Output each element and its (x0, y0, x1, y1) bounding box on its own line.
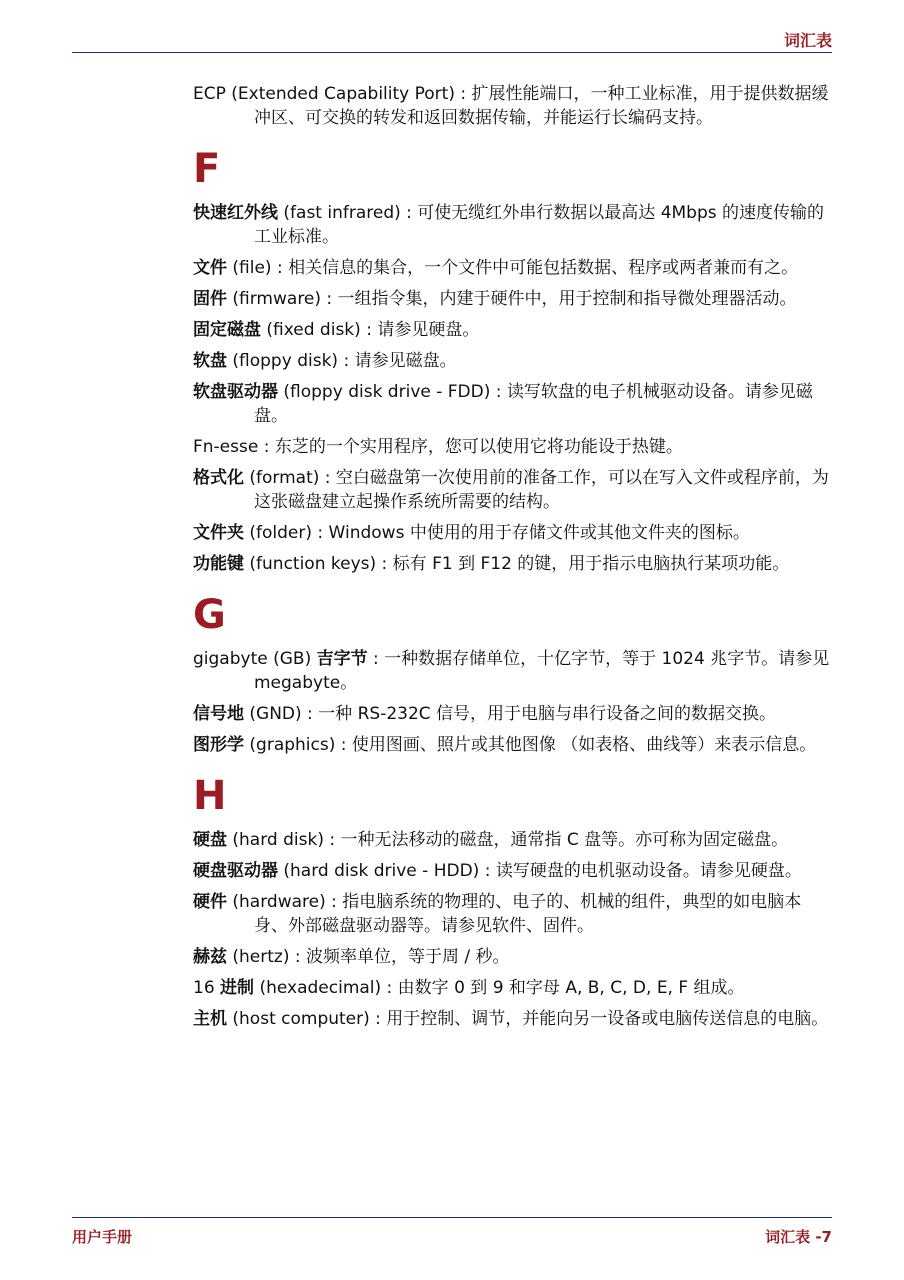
entry-term: 信号地 (193, 704, 244, 724)
glossary-entry (193, 82, 835, 130)
entry-term: 硬盘 (193, 830, 227, 850)
entry-definition: (floppy disk drive - FDD) : 读写软盘的电子机械驱动设备。请参见磁盘。 (254, 382, 813, 426)
entry-definition: (folder) : Windows 中使用的用于存储文件或其他文件夹的图标。 (244, 523, 750, 543)
entry-term: 硬盘驱动器 (193, 861, 278, 881)
entry-term: 主机 (193, 1009, 227, 1029)
entry-term: 吉字节 (316, 649, 368, 669)
entry-definition: (GND) : 一种 RS-232C 信号，用于电脑与串行设备之间的数据交换。 (244, 704, 777, 724)
entry-term: 图形学 (193, 735, 244, 755)
glossary-entry (193, 287, 835, 311)
glossary-entry (193, 466, 835, 514)
entry-definition: (host computer) : 用于控制、调节，并能向另一设备或电脑传送信息的电脑。 (227, 1009, 829, 1029)
entry-term: 软盘驱动器 (193, 382, 278, 402)
glossary-entry (193, 318, 835, 342)
entry-term: 软盘 (193, 351, 227, 371)
entry-term: 快速红外线 (193, 203, 278, 223)
glossary-content (193, 82, 835, 1038)
entry-definition: (hard disk drive - HDD) : 读写硬盘的电机驱动设备。请参见硬盘。 (278, 861, 802, 881)
entry-definition: (format) : 空白磁盘第一次使用前的准备工作，可以在写入文件或程序前，为这张磁盘建立起操作系统所需要的结构。 (244, 468, 829, 512)
entry-term: 硬件 (193, 892, 227, 912)
entry-definition: (hardware) : 指电脑系统的物理的、电子的、机械的组件，典型的如电脑本身、外部磁盘驱动器等。请参见软件、固件。 (227, 892, 802, 936)
glossary-entry (193, 349, 835, 373)
glossary-entry (193, 702, 835, 726)
footer-rule (72, 1217, 832, 1218)
entry-definition: ECP (Extended Capability Port) : 扩展性能端口，一种工业标准，用于提供数据缓冲区、可交换的转发和返回数据传输，并能运行长编码支持。 (193, 84, 829, 128)
entry-term: 功能键 (193, 554, 244, 574)
header-title: 词汇表 (783, 31, 832, 50)
entry-prefix: 16 (193, 978, 221, 998)
entry-definition: (hertz) : 波频率单位，等于周 / 秒。 (227, 947, 510, 967)
entry-definition: (function keys) : 标有 F1 到 F12 的键，用于指示电脑执行某项功能。 (244, 554, 790, 574)
entry-term: 进制 (220, 978, 255, 998)
entry-definition: (graphics) : 使用图画、照片或其他图像 （如表格、曲线等）来表示信息。 (244, 735, 817, 755)
entry-definition: : 一种数据存储单位，十亿字节，等于 1024 兆字节。请参见 megabyte。 (254, 649, 830, 693)
entry-definition: (firmware) : 一组指令集，内建于硬件中，用于控制和指导微处理器活动。 (227, 289, 797, 309)
footer-page-number: 词汇表 -7 (765, 1228, 832, 1246)
entry-term: 格式化 (193, 468, 244, 488)
glossary-entry (193, 859, 835, 883)
entry-term: 固件 (193, 289, 227, 309)
glossary-entry (193, 435, 835, 459)
glossary-entry (193, 256, 835, 280)
section-letter-f: F (193, 146, 221, 192)
entry-definition: (file) : 相关信息的集合，一个文件中可能包括数据、程序或两者兼而有之。 (227, 258, 799, 278)
entry-definition: (fast infrared) : 可使无缆红外串行数据以最高达 4Mbps 的速度传输的工业标准。 (254, 203, 825, 247)
glossary-entry (193, 380, 835, 428)
header-rule (72, 52, 832, 53)
entry-term: 文件 (193, 258, 227, 278)
glossary-entry (193, 201, 835, 249)
entry-definition: (fixed disk) : 请参见硬盘。 (261, 320, 480, 340)
entry-definition: (hard disk) : 一种无法移动的磁盘，通常指 C 盘等。亦可称为固定磁盘。 (227, 830, 789, 850)
glossary-entry (193, 733, 835, 757)
glossary-entry (193, 828, 835, 852)
section-letter-h: H (193, 773, 227, 819)
glossary-entry (193, 890, 835, 938)
entry-term: 文件夹 (193, 523, 244, 543)
entry-term: 赫兹 (193, 947, 227, 967)
entry-definition: Fn-esse : 东芝的一个实用程序，您可以使用它将功能设于热键。 (193, 437, 683, 457)
entry-definition: (floppy disk) : 请参见磁盘。 (227, 351, 457, 371)
entry-term: 固定磁盘 (193, 320, 261, 340)
glossary-entry (193, 976, 835, 1000)
glossary-entry (193, 1007, 835, 1031)
footer-manual-title: 用户手册 (72, 1228, 133, 1246)
glossary-entry (193, 647, 835, 695)
glossary-entry (193, 945, 835, 969)
glossary-entry (193, 552, 835, 576)
section-letter-g: G (193, 592, 226, 638)
entry-prefix: gigabyte (GB) (193, 649, 317, 669)
entry-definition: (hexadecimal) : 由数字 0 到 9 和字母 A, B, C, D, E, F 组成。 (254, 978, 745, 998)
glossary-entry (193, 521, 835, 545)
